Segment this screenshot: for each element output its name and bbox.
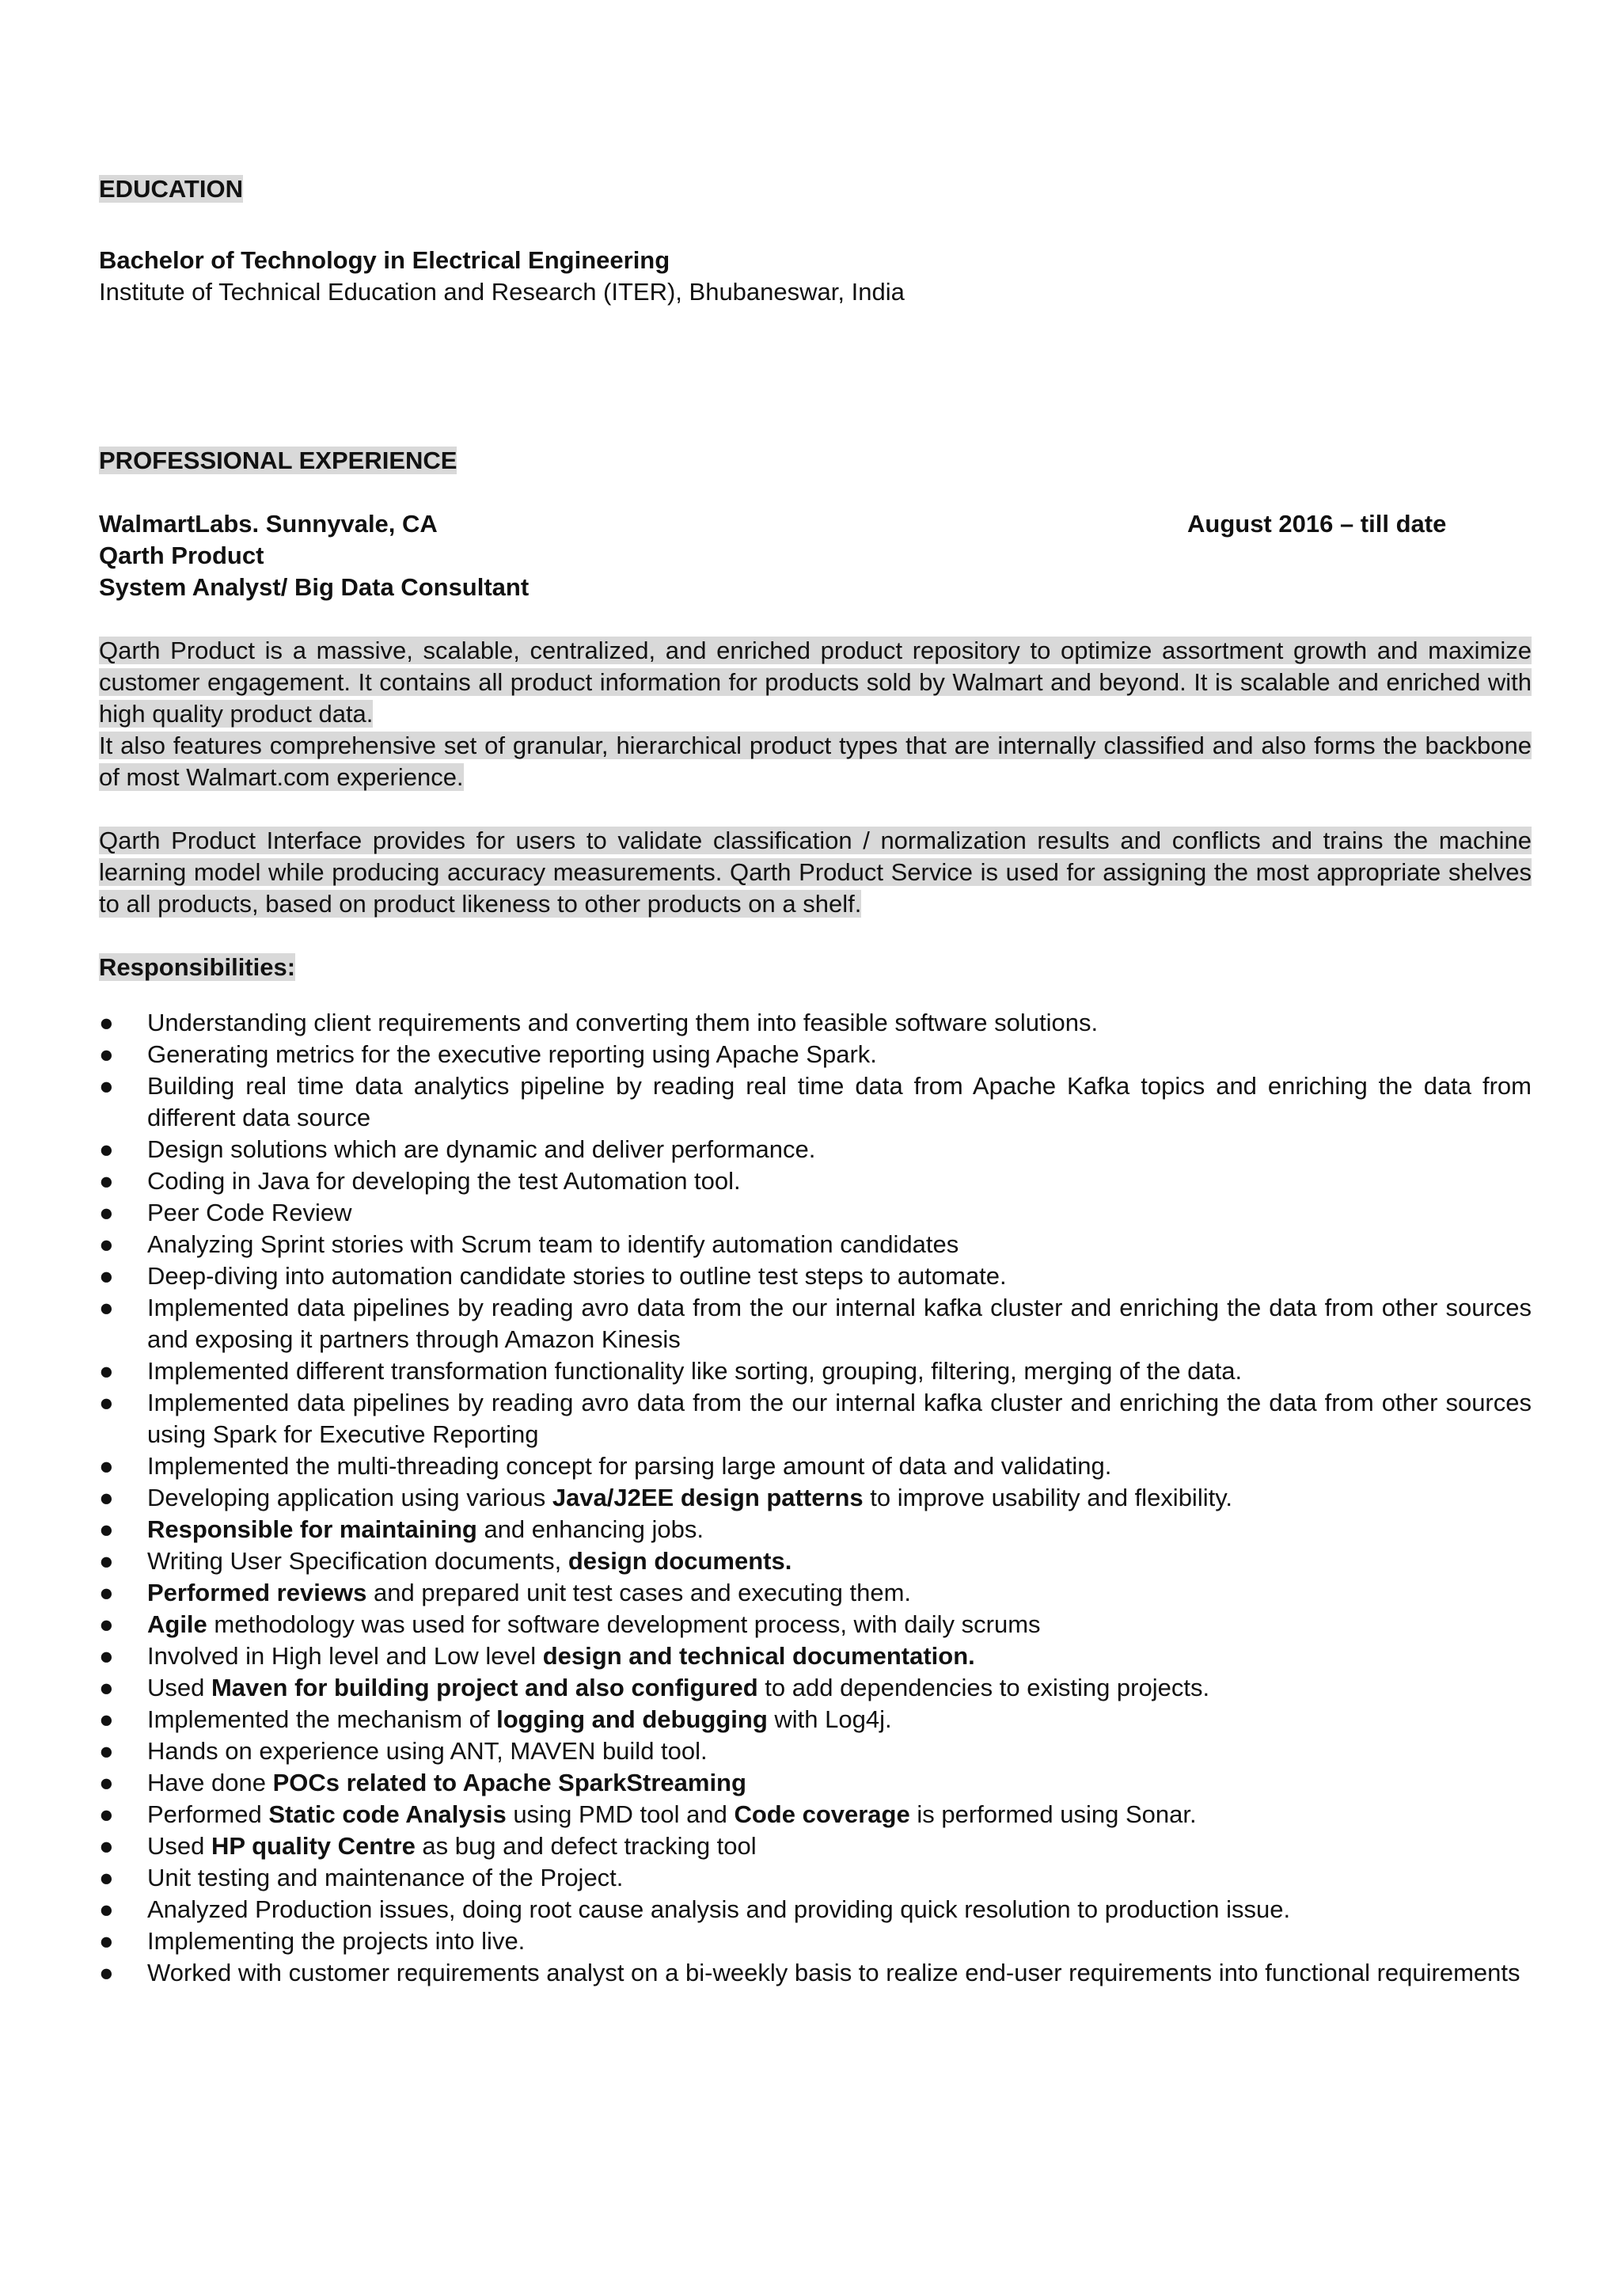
responsibility-item	[99, 1197, 1532, 1229]
responsibility-item	[99, 1735, 1532, 1767]
responsibility-emphasis: design documents.	[568, 1547, 792, 1575]
bullet-icon: ●	[99, 1072, 114, 1100]
bullet-icon: ●	[99, 1800, 114, 1828]
bullet-icon: ●	[99, 1135, 114, 1163]
responsibility-emphasis: Maven for building project and also configured	[211, 1674, 758, 1701]
responsibility-emphasis: POCs related to Apache SparkStreaming	[272, 1769, 746, 1796]
responsibility-text: Implementing the projects into live.	[147, 1927, 526, 1955]
responsibility-text: is performed using Sonar.	[909, 1800, 1197, 1828]
bullet-icon: ●	[99, 1294, 114, 1321]
responsibility-text: to improve usability and flexibility.	[863, 1484, 1233, 1511]
bullet-icon: ●	[99, 1579, 114, 1606]
responsibility-text: Implemented different transformation functionality like sorting, grouping, filtering, merging of the data.	[147, 1357, 1243, 1385]
responsibility-text: Coding in Java for developing the test Automation tool.	[147, 1167, 741, 1195]
bullet-icon: ●	[99, 1547, 114, 1575]
responsibility-text: Performed	[147, 1800, 269, 1828]
responsibility-emphasis: Static code Analysis	[268, 1800, 507, 1828]
bullet-icon: ●	[99, 1199, 114, 1226]
responsibility-item	[99, 1925, 1532, 1957]
project-description-2	[99, 730, 1532, 793]
bullet-icon: ●	[99, 1864, 114, 1891]
responsibility-text: Involved in High level and Low level	[147, 1642, 543, 1670]
responsibility-text: with Log4j.	[767, 1705, 892, 1733]
responsibility-item	[99, 1957, 1532, 1989]
experience-heading	[99, 445, 457, 477]
bullet-icon: ●	[99, 1642, 114, 1670]
responsibility-item	[99, 1545, 1532, 1577]
responsibility-item	[99, 1799, 1532, 1830]
bullet-icon: ●	[99, 1230, 114, 1258]
responsibility-item	[99, 1355, 1532, 1387]
project-description-1-text: Qarth Product is a massive, scalable, centralized, and enriched product repository to optimize assortment growth and maximize customer engagement. It contains all product information for products sold by Walmart and beyond. It is scalable and enriched with high quality product data.	[99, 637, 1532, 728]
degree-title: Bachelor of Technology in Electrical Engineering	[99, 246, 670, 274]
responsibility-item	[99, 1387, 1532, 1450]
responsibility-emphasis: design and technical documentation.	[542, 1642, 975, 1670]
responsibility-text: Have done	[147, 1769, 273, 1796]
responsibility-text: Writing User Specification documents,	[147, 1547, 568, 1575]
bullet-icon: ●	[99, 1674, 114, 1701]
bullet-icon: ●	[99, 1610, 114, 1638]
responsibility-item	[99, 1482, 1532, 1514]
responsibility-text: to add dependencies to existing projects.	[757, 1674, 1210, 1701]
responsibility-text: Understanding client requirements and converting them into feasible software solutions.	[147, 1009, 1099, 1036]
responsibility-item	[99, 1767, 1532, 1799]
institution-name: Institute of Technical Education and Research (ITER), Bhubaneswar, India	[99, 278, 905, 306]
education-heading	[99, 173, 243, 205]
responsibility-emphasis: Code coverage	[734, 1800, 910, 1828]
bullet-icon: ●	[99, 1959, 114, 1986]
responsibility-text: and enhancing jobs.	[476, 1515, 704, 1543]
bullet-icon: ●	[99, 1895, 114, 1923]
responsibility-item	[99, 1165, 1532, 1197]
responsibility-text: Design solutions which are dynamic and deliver performance.	[147, 1135, 816, 1163]
responsibility-text: Peer Code Review	[147, 1199, 352, 1226]
bullet-icon: ●	[99, 1515, 114, 1543]
responsibility-item	[99, 1862, 1532, 1894]
bullet-icon: ●	[99, 1705, 114, 1733]
responsibility-text: Developing application using various	[147, 1484, 552, 1511]
job-role: System Analyst/ Big Data Consultant	[99, 573, 530, 601]
responsibility-text: Used	[147, 1832, 211, 1860]
responsibility-text: Hands on experience using ANT, MAVEN build tool.	[147, 1737, 708, 1765]
responsibility-emphasis: Java/J2EE design patterns	[552, 1484, 864, 1511]
responsibility-item	[99, 1292, 1532, 1355]
responsibility-text: Generating metrics for the executive reporting using Apache Spark.	[147, 1040, 877, 1068]
responsibility-item	[99, 1450, 1532, 1482]
project-name: Qarth Product	[99, 542, 264, 569]
bullet-icon: ●	[99, 1262, 114, 1290]
project-description-1	[99, 635, 1532, 730]
responsibility-item	[99, 1640, 1532, 1672]
responsibility-text: Implemented the mechanism of	[147, 1705, 497, 1733]
employment-dates: August 2016 – till date	[1187, 510, 1447, 538]
responsibility-item	[99, 1577, 1532, 1609]
responsibility-text: and prepared unit test cases and executing them.	[366, 1579, 912, 1606]
responsibility-item	[99, 1007, 1532, 1039]
responsibilities-heading-text: Responsibilities:	[99, 953, 296, 981]
responsibility-item	[99, 1830, 1532, 1862]
responsibility-item	[99, 1134, 1532, 1165]
bullet-icon: ●	[99, 1009, 114, 1036]
responsibility-text: Used	[147, 1674, 211, 1701]
responsibility-emphasis: Agile	[147, 1610, 207, 1638]
responsibility-text: Analyzed Production issues, doing root cause analysis and providing quick resolution to production issue.	[147, 1895, 1291, 1923]
responsibility-text: as bug and defect tracking tool	[415, 1832, 757, 1860]
bullet-icon: ●	[99, 1832, 114, 1860]
responsibility-emphasis: Performed reviews	[147, 1579, 367, 1606]
responsibility-item	[99, 1514, 1532, 1545]
responsibilities-heading	[99, 952, 295, 983]
responsibility-text: Implemented data pipelines by reading avro data from the our internal kafka cluster and enriching the data from other sources and exposing it partners through Amazon Kinesis	[147, 1294, 1532, 1353]
responsibility-item	[99, 1039, 1532, 1070]
responsibility-text: Implemented data pipelines by reading avro data from the our internal kafka cluster and enriching the data from other sources using Spark for Executive Reporting	[147, 1389, 1532, 1448]
project-description-2-text: It also features comprehensive set of granular, hierarchical product types that are internally classified and also forms the backbone of most Walmart.com experience.	[99, 732, 1532, 791]
bullet-icon: ●	[99, 1769, 114, 1796]
bullet-icon: ●	[99, 1389, 114, 1416]
bullet-icon: ●	[99, 1484, 114, 1511]
responsibility-item	[99, 1894, 1532, 1925]
bullet-icon: ●	[99, 1357, 114, 1385]
responsibility-emphasis: logging and debugging	[496, 1705, 768, 1733]
responsibility-item	[99, 1672, 1532, 1704]
responsibility-item	[99, 1704, 1532, 1735]
responsibility-emphasis: HP quality Centre	[211, 1832, 416, 1860]
responsibility-text: Analyzing Sprint stories with Scrum team to identify automation candidates	[147, 1230, 959, 1258]
company-location: WalmartLabs. Sunnyvale, CA	[99, 510, 438, 538]
responsibility-item	[99, 1609, 1532, 1640]
responsibility-text: Unit testing and maintenance of the Project.	[147, 1864, 624, 1891]
bullet-icon: ●	[99, 1737, 114, 1765]
responsibility-text: Implemented the multi-threading concept for parsing large amount of data and validating.	[147, 1452, 1112, 1480]
responsibility-text: using PMD tool and	[506, 1800, 735, 1828]
bullet-icon: ●	[99, 1927, 114, 1955]
bullet-icon: ●	[99, 1452, 114, 1480]
responsibility-item	[99, 1260, 1532, 1292]
responsibility-text: methodology was used for software development process, with daily scrums	[207, 1610, 1041, 1638]
responsibility-item	[99, 1070, 1532, 1134]
bullet-icon: ●	[99, 1040, 114, 1068]
responsibility-text: Worked with customer requirements analyst on a bi-weekly basis to realize end-user requirements into functional requirements	[147, 1959, 1520, 1986]
project-description-3	[99, 825, 1532, 920]
bullet-icon: ●	[99, 1167, 114, 1195]
responsibility-item	[99, 1229, 1532, 1260]
education-heading-text: EDUCATION	[99, 175, 243, 203]
responsibility-text: Building real time data analytics pipeline by reading real time data from Apache Kafka topics and enriching the data from different data source	[147, 1072, 1532, 1131]
responsibility-text: Deep-diving into automation candidate stories to outline test steps to automate.	[147, 1262, 1007, 1290]
experience-heading-text: PROFESSIONAL EXPERIENCE	[99, 447, 457, 474]
responsibilities-list	[99, 1007, 1532, 1989]
project-description-3-text: Qarth Product Interface provides for users to validate classification / normalization results and conflicts and trains the machine learning model while producing accuracy measurements. Qarth Product Service is used for assigning the most appropriate shelves to all products, based on product likeness to other products on a shelf.	[99, 827, 1532, 918]
responsibility-emphasis: Responsible for maintaining	[147, 1515, 477, 1543]
